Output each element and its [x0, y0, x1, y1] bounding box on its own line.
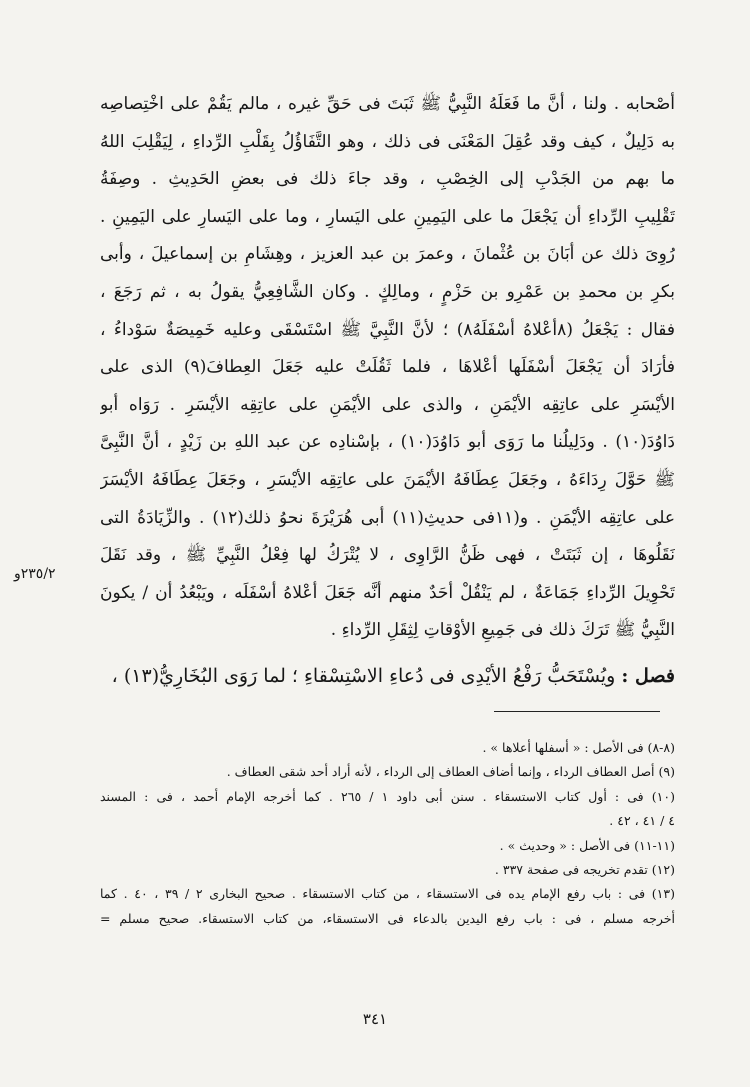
page-number: ٣٤١ — [362, 1010, 388, 1028]
main-text — [100, 86, 675, 696]
text-line: رُوِىَ ذلك عن أبَانَ بن عُثْمانَ ، وعمرَ بن عبد العزيز ، وهِشَامِ بن إسماعيلَ ، وأبى — [100, 244, 675, 265]
footnote: (٨-٨) فى الأصل : « أسفلها أعلاها » . — [482, 740, 675, 755]
section-heading-text: ويُسْتَحَبُّ رَفْعُ الأيْدِى فى دُعاءِ الاسْتِسْقاءِ ؛ لما رَوَى البُخَارِيُّ(١٣) ، — [111, 664, 616, 687]
text-line: تَقْلِيبِ الرِّداءِ أن يَجْعَلَ ما على اليَمِينِ على اليَسارِ ، وما على اليَسارِ على اليَمِينِ . — [100, 206, 675, 227]
text-line: النَّبِيُّ ﷺ تَرَكَ ذلك فى جَمِيعِ الأوْقاتِ لِثِقَلِ الرِّداءِ . — [330, 620, 675, 641]
footnote: (١٢) تقدم تخريجه فى صفحة ٣٣٧ . — [494, 862, 675, 878]
footnotes — [100, 736, 675, 931]
text-line: فقال : يَجْعَلُ (٨أعْلاهُ أسْفَلَهُ٨) ؛ لأنَّ النَّبِيَّ ﷺ اسْتَسْقَى وعليه خَمِيصَةٌ سَوْداءُ ، — [100, 319, 675, 340]
footnote: (١٣) فى : باب رفع الإمام يده فى الاستسقاء ، من كتاب الاستسقاء . صحيح البخارى ٢ / ٣٩ ، ٤٠ . كما — [100, 886, 675, 902]
text-line: فأرَادَ أن يَجْعَلَ أسْفَلَها أعْلاهَا ، فلما ثَقُلَتْ عليه جَعَلَ العِطافَ(٩) الذى على — [100, 357, 675, 378]
footnote-divider — [494, 711, 660, 712]
footnote: (١٠) فى : أول كتاب الاستسقاء . سنن أبى داود ١ / ٢٦٥ . كما أخرجه الإمام أحمد ، فى : المسند — [100, 788, 675, 804]
text-line: الأيْسَرِ على عاتِقِه الأيْمَنِ ، والذى على الأيْمَنِ على عاتِقِه الأيْسَرِ . رَوَاه أبو — [100, 394, 675, 415]
text-line: دَاوُدَ(١٠) . ودَلِيلُنا ما رَوَى أبو دَاوُدَ(١٠) ، بإسْنادِه عن عبد اللهِ بن زَيْدٍ ، أنَّ النَّبِىَّ — [100, 432, 675, 453]
footnote: (٩) أصل العطاف الرداء ، وإنما أضاف العطاف إلى الرداء ، لأنه أراد أحد شقى العطاف . — [226, 764, 675, 780]
text-line: به دَلِيلٌ ، كيف وقد عُقِلَ المَعْنَى فى ذلك ، وهو التَّفَاؤُلُ بِقَلْبِ الرِّداءِ ، لِيَقْلِبَ اللهُ — [100, 131, 675, 152]
text-line: ما بهم من الجَدْبِ إلى الخِصْبِ ، وقد جاءَ ذلك فى بعضِ الحَدِيثِ . وصِفَةُ — [100, 169, 675, 190]
manuscript-folio-note: ٢٣٥/٢و — [14, 566, 56, 582]
text-line: تَحْوِيلَ الرِّداءِ جَمَاعَةٌ ، لم يَنْقُلْ أحَدٌ منهم أنَّه جَعَلَ أعْلاهُ أسْفَلَه ، ويَبْعُدُ أن / يكونَ — [100, 582, 675, 603]
text-line: أصْحابه . ولنا ، أنَّ ما فَعَلَهُ النَّبِيُّ ﷺ ثَبَتَ فى حَقِّ غيره ، مالم يَقُمْ على اخْتِصاصِه — [100, 94, 675, 114]
section-heading-line — [100, 658, 675, 696]
footnote: ٤ / ٤١ ، ٤٢ . — [609, 813, 675, 829]
text-line: ﷺ حَوَّلَ رِدَاءَهُ ، وجَعَلَ عِطَافَهُ الأيْمَنَ على عاتِقِه الأيْسَرِ ، وجَعَلَ عِطَافَهُ الأيْسَرَ — [100, 469, 675, 490]
text-line: نَقَلُوهَا ، إن ثَبَتَتْ ، فهى ظَنُّ الرَّاوِى ، لا يُتْرَكُ لها فِعْلُ النَّبِيِّ ﷺ ، وقد نَقَلَ — [100, 545, 675, 566]
text-line: على عاتِقِه الأيْمَنِ . و(١١فى حديثِ(١١) أبى هُرَيْرَةَ نحوُ ذلك(١٢) . والزِّيَادَةُ التى — [100, 507, 675, 528]
section-heading: فصل : — [621, 664, 675, 687]
footnote: أخرجه مسلم ، فى : باب رفع اليدين بالدعاء فى الاستسقاء، من كتاب الاستسقاء. صحيح مسلم = — [100, 910, 675, 926]
footnote: (١١-١١) فى الأصل : « وحديث » . — [499, 837, 675, 853]
text-line: بكرِ بن محمدِ بن عَمْرِو بن حَزْمٍ ، ومالِكٍ . وكان الشَّافِعِيُّ يقولُ به ، ثم رَجَعَ ، — [100, 281, 675, 302]
